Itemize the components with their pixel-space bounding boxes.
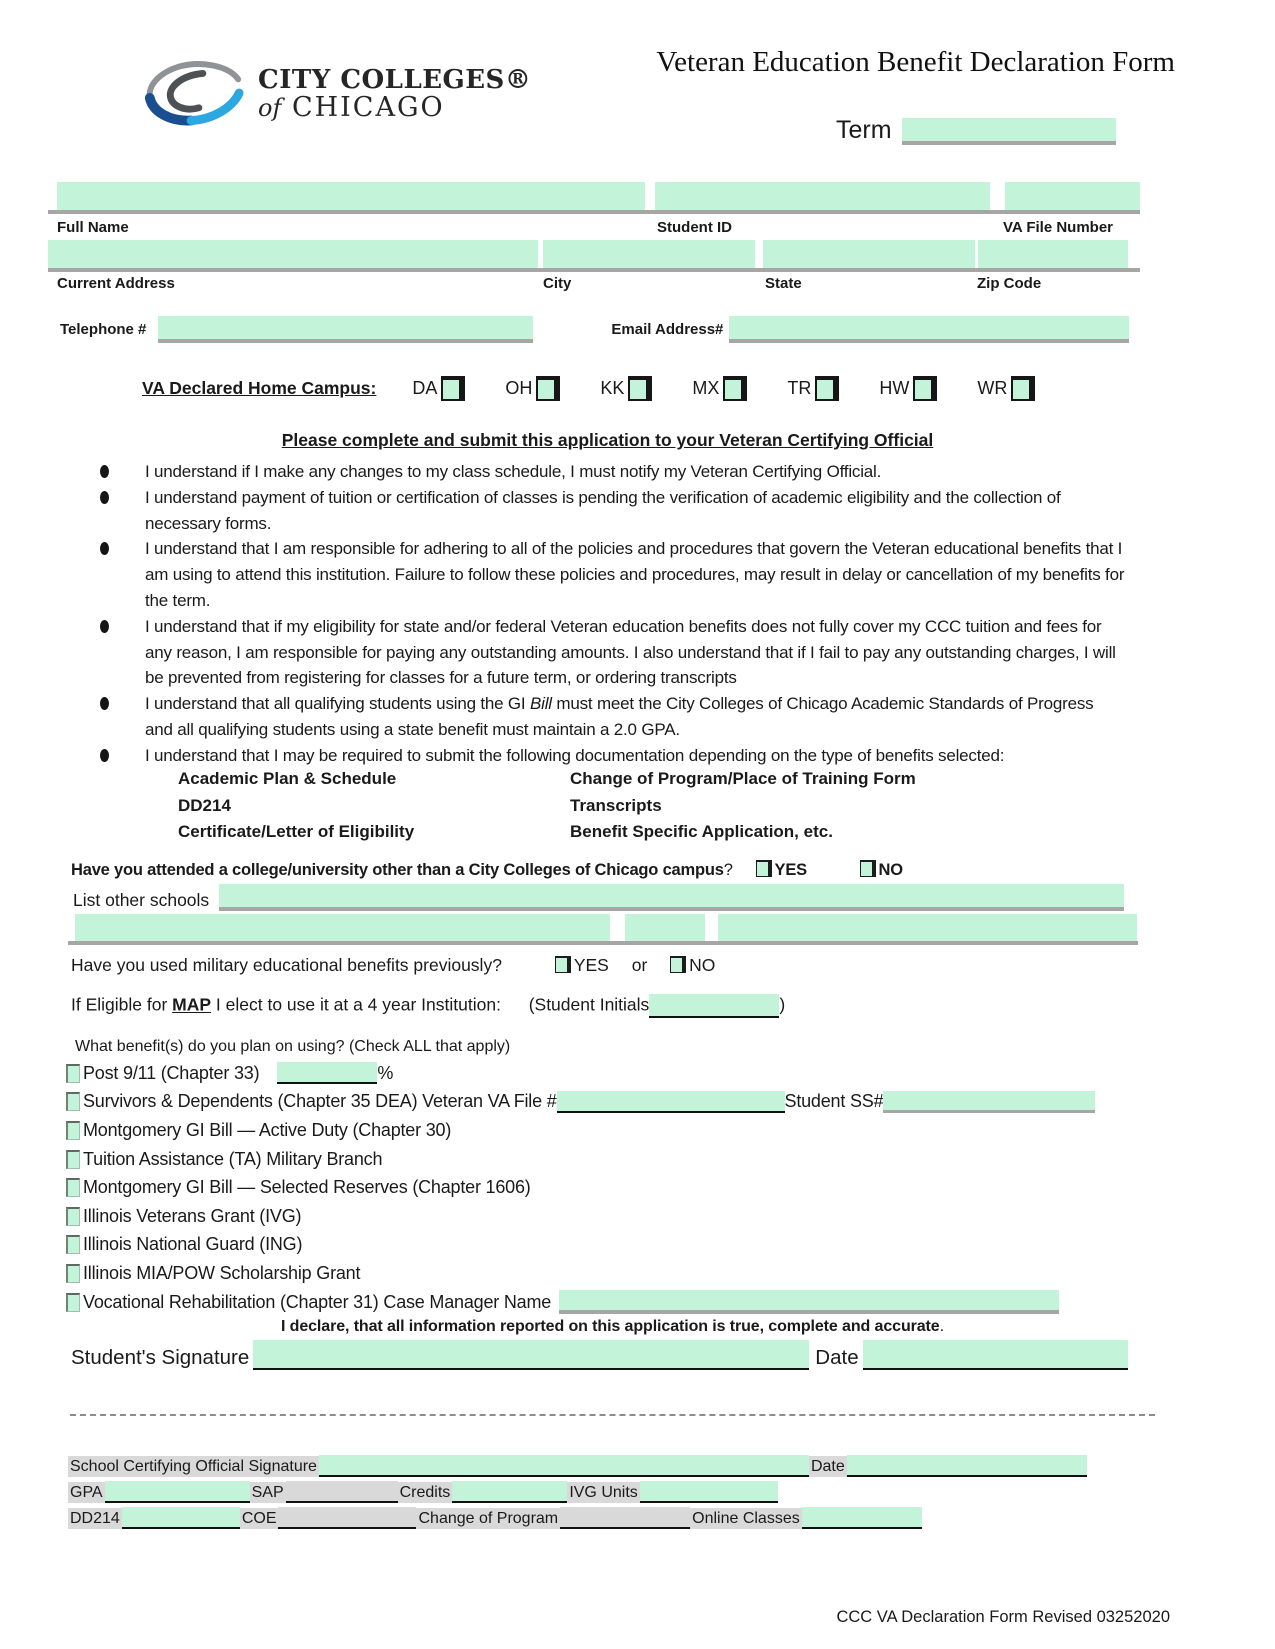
benefit-label: Vocational Rehabilitation (Chapter 31) Case Manager Name [83, 1291, 552, 1312]
term-row [836, 116, 1116, 145]
benefit-item-ivg [66, 1202, 1206, 1231]
campus-tr-checkbox[interactable] [815, 376, 839, 401]
campus-option-kk [600, 376, 652, 401]
benefit-item-post911 [66, 1059, 1206, 1088]
logo-line1: CITY COLLEGES® [258, 65, 532, 96]
student-initials-input[interactable] [649, 994, 779, 1018]
identity-row-1-labels [48, 219, 1140, 237]
zip-input[interactable] [978, 240, 1128, 268]
benefit-item-mgib-sr [66, 1173, 1206, 1202]
doc-right: Benefit Specific Application, etc. [570, 822, 833, 841]
row-underline [48, 210, 1140, 214]
bullet-item [100, 614, 1125, 691]
declaration-period: . [939, 1318, 945, 1335]
benefit-label: Montgomery GI Bill — Selected Reserves (Chapter 1606) [83, 1177, 531, 1198]
instructions-list [100, 459, 1125, 769]
state-label: State [765, 275, 802, 292]
list-other-schools-label: List other schools [73, 890, 210, 910]
benefit-label: Survivors & Dependents (Chapter 35 DEA) Veteran VA File # [83, 1091, 557, 1112]
campus-hw-label: HW [879, 378, 910, 398]
doc-row [178, 766, 1118, 793]
identity-row-2 [48, 240, 1140, 272]
campus-label: VA Declared Home Campus: [142, 378, 377, 398]
benefit-label: Illinois Veterans Grant (IVG) [83, 1205, 302, 1226]
email-label: Email Address# [611, 321, 724, 338]
term-label: Term [836, 116, 892, 144]
student-id-input[interactable] [655, 182, 990, 210]
campus-da-label: DA [412, 378, 438, 398]
va-file-number-label: VA File Number [1003, 219, 1114, 236]
ccc-logo-text [258, 67, 531, 123]
percent-sign: % [377, 1062, 394, 1083]
benefit-item-vocrehab [66, 1288, 1206, 1317]
full-name-label: Full Name [57, 219, 129, 236]
campus-option-hw [879, 376, 937, 401]
city-label: City [543, 275, 572, 292]
student-id-label: Student ID [657, 219, 732, 236]
bullet-icon [100, 614, 145, 691]
identity-row-2-labels [48, 275, 1140, 293]
official-date-label: Date [810, 1458, 845, 1475]
bullet-item [100, 743, 1125, 769]
gi-italic: Bill [529, 694, 552, 714]
credits-input[interactable] [452, 1481, 567, 1503]
current-address-input[interactable] [48, 240, 538, 268]
bullet-item [100, 459, 1125, 485]
gi-pre: I understand that all qualifying students using the GI [145, 694, 530, 714]
online-classes-input[interactable] [802, 1507, 922, 1529]
logo-of: of [258, 94, 282, 123]
telephone-label: Telephone # [60, 321, 147, 338]
other-schools-input[interactable] [219, 884, 1124, 911]
logo-line2 [258, 94, 531, 122]
telephone-input[interactable] [158, 316, 533, 343]
benefit-item-miapow [66, 1259, 1206, 1288]
gpa-input[interactable] [105, 1481, 250, 1503]
identity-row-1 [48, 182, 1140, 214]
bullet-icon [100, 485, 145, 537]
dd214-label: DD214 [70, 1510, 120, 1527]
other-school-input-1[interactable] [75, 914, 610, 942]
student-date-input[interactable] [863, 1340, 1128, 1370]
bullet-text: I understand if I make any changes to my class schedule, I must notify my Veteran Certifying Official. [145, 462, 882, 481]
benefit-checkbox[interactable] [66, 1207, 80, 1226]
bullet-text-gi-bill [145, 691, 1125, 743]
row-underline [48, 268, 1140, 272]
date-label: Date [815, 1346, 859, 1369]
campus-option-wr [977, 376, 1035, 401]
bullet-text: I understand that I may be required to submit the following documentation depending on the type of benefits selected: [145, 745, 1005, 765]
other-schools-row [73, 884, 1124, 911]
bullet-item [100, 536, 1125, 613]
campus-row [142, 376, 1075, 401]
map-word: MAP [172, 994, 212, 1015]
used-no-checkbox[interactable] [670, 956, 686, 973]
veteran-va-file-input[interactable] [557, 1091, 785, 1113]
coe-input[interactable] [278, 1507, 416, 1529]
official-signature-label: School Certifying Official Signature [70, 1458, 317, 1475]
campus-hw-checkbox[interactable] [913, 376, 937, 401]
attended-question [71, 860, 903, 880]
map-election-line [71, 994, 785, 1018]
campus-da-checkbox[interactable] [441, 376, 465, 401]
campus-mx-checkbox[interactable] [723, 376, 747, 401]
benefit-item-ta [66, 1145, 1206, 1174]
used-yes-label: YES [573, 955, 609, 975]
attended-no-label: NO [878, 861, 903, 879]
campus-option-mx [692, 376, 747, 401]
official-dd214-row [68, 1504, 1087, 1529]
campus-mx-label: MX [692, 378, 720, 398]
student-initials-label: (Student Initials [528, 994, 650, 1015]
case-manager-input[interactable] [559, 1290, 1059, 1314]
bullet-item [100, 691, 1125, 743]
online-classes-label: Online Classes [692, 1510, 800, 1527]
benefit-label: Montgomery GI Bill — Active Duty (Chapter 30) [83, 1119, 452, 1140]
full-name-input[interactable] [57, 182, 645, 210]
benefit-checkbox[interactable] [66, 1064, 80, 1083]
dd214-input[interactable] [122, 1507, 240, 1529]
campus-option-tr [787, 376, 839, 401]
ccc-logo [140, 55, 531, 135]
used-yes-checkbox[interactable] [555, 956, 571, 973]
documentation-list [178, 766, 1118, 846]
bullet-icon [100, 743, 145, 769]
used-benefits-text: Have you used military educational benefits previously? [71, 955, 502, 975]
bullet-text: I understand that if my eligibility for state and/or federal Veteran education benefits does not fully cover my CCC tuition and fees for any reason, I am responsible for paying any outstanding amounts. I also understand that if I fail to pay any outstanding charges, I will be prevented from registering for classes for a future term, or ordering transcripts [145, 616, 1116, 688]
contact-row [60, 316, 1150, 343]
campus-tr-label: TR [787, 378, 812, 398]
change-of-program-label: Change of Program [418, 1510, 559, 1527]
used-benefits-question [71, 955, 715, 976]
benefits-intro: What benefit(s) do you plan on using? (Check ALL that apply) [75, 1038, 511, 1055]
attended-yes-checkbox[interactable] [756, 860, 772, 877]
doc-row [178, 819, 1118, 846]
benefit-checkbox[interactable] [66, 1121, 80, 1140]
benefit-checkbox[interactable] [66, 1178, 80, 1197]
benefit-item-ing [66, 1231, 1206, 1260]
instructions-heading-text: Please complete and submit this application to your Veteran Certifying Official [281, 430, 934, 450]
campus-wr-label: WR [977, 378, 1008, 398]
benefit-item-survivors [66, 1088, 1206, 1117]
benefit-label: Illinois MIA/POW Scholarship Grant [83, 1262, 361, 1283]
map-pre: If Eligible for [71, 994, 173, 1015]
official-signature-input[interactable] [319, 1455, 809, 1477]
doc-row [178, 793, 1118, 820]
student-signature-input[interactable] [253, 1340, 809, 1370]
attended-yes-label: YES [774, 861, 807, 879]
benefit-checkbox[interactable] [66, 1092, 80, 1111]
campus-option-da [412, 376, 465, 401]
doc-right: Transcripts [570, 795, 662, 815]
used-or-label: or [631, 955, 648, 975]
logo-city: CHICAGO [291, 92, 445, 124]
bullet-icon [100, 691, 145, 743]
zip-label: Zip Code [977, 275, 1042, 292]
gpa-label: GPA [70, 1484, 103, 1501]
doc-right: Change of Program/Place of Training Form [570, 769, 916, 788]
instructions-heading [0, 430, 1215, 451]
gi-post: must meet the City Colleges of Chicago Academic Standards of Progress and all qualifying students using a state benefit must maintain a 2.0 GPA. [145, 694, 1094, 739]
other-school-input-3[interactable] [718, 914, 1137, 942]
term-input[interactable] [902, 118, 1116, 145]
campus-wr-checkbox[interactable] [1011, 376, 1035, 401]
bullet-icon [100, 459, 145, 485]
student-ss-label: Student SS# [784, 1091, 884, 1112]
official-gpa-row [68, 1478, 1087, 1503]
doc-left: Academic Plan & Schedule [178, 769, 397, 788]
ccc-swoosh-icon [140, 55, 248, 135]
ivg-units-label: IVG Units [569, 1484, 638, 1501]
bullet-item [100, 485, 1125, 537]
current-address-label: Current Address [57, 275, 175, 292]
benefit-item-mgib-ad [66, 1116, 1206, 1145]
benefit-label: Post 9/11 (Chapter 33) [83, 1062, 260, 1083]
benefit-checkbox[interactable] [66, 1293, 80, 1312]
map-post: I elect to use it at a 4 year Institution: [211, 994, 501, 1015]
benefit-checkbox[interactable] [66, 1150, 80, 1169]
ivg-units-input[interactable] [640, 1481, 778, 1503]
benefits-checklist [66, 1059, 1206, 1316]
change-of-program-input[interactable] [560, 1507, 690, 1529]
campus-kk-label: KK [600, 378, 625, 398]
used-no-label: NO [689, 955, 716, 975]
map-close-paren: ) [779, 994, 786, 1015]
official-date-input[interactable] [847, 1455, 1087, 1477]
bullet-text: I understand that I am responsible for adhering to all of the policies and procedures that govern the Veteran educational benefits that I am using to attend this institution. Failure to follow these policies and procedures, may result in delay or cancellation of my benefits for the term. [145, 539, 1125, 610]
footer-revision: CCC VA Declaration Form Revised 03252020 [836, 1608, 1170, 1626]
other-schools-row-2 [68, 914, 1138, 945]
attended-no-checkbox[interactable] [860, 860, 876, 877]
coe-label: COE [241, 1510, 277, 1527]
bullet-text: I understand payment of tuition or certification of classes is pending the verification of academic eligibility and the collection of necessary forms. [145, 487, 1061, 533]
student-signature-row [71, 1340, 1128, 1370]
official-signature-row [68, 1452, 1087, 1477]
campus-oh-label: OH [505, 378, 533, 398]
declaration-line [0, 1318, 1225, 1336]
doc-left: DD214 [178, 795, 231, 815]
other-school-input-2[interactable] [625, 914, 705, 942]
doc-left: Certificate/Letter of Eligibility [178, 822, 415, 841]
benefit-checkbox[interactable] [66, 1235, 80, 1254]
sap-label: SAP [251, 1484, 284, 1501]
va-file-number-input[interactable] [1005, 182, 1140, 210]
benefit-label: Illinois National Guard (ING) [83, 1234, 303, 1255]
attended-question-mark: ? [723, 861, 733, 879]
row-underline [68, 941, 1138, 945]
page-title: Veteran Education Benefit Declaration Form [656, 46, 1175, 78]
benefit-label: Tuition Assistance (TA) Military Branch [83, 1148, 383, 1169]
campus-kk-checkbox[interactable] [628, 376, 652, 401]
student-ss-input[interactable] [883, 1091, 1095, 1113]
city-input[interactable] [543, 240, 755, 268]
attended-question-text: Have you attended a college/university other than a City Colleges of Chicago campus [71, 861, 724, 879]
campus-option-oh [505, 376, 560, 401]
declaration-text: I declare, that all information reported on this application is true, complete and accurate [280, 1318, 940, 1335]
sap-input[interactable] [286, 1481, 398, 1503]
email-input[interactable] [729, 316, 1129, 343]
bullet-icon [100, 536, 145, 613]
official-section [68, 1452, 1087, 1530]
divider-dashed [70, 1414, 1155, 1416]
benefit-checkbox[interactable] [66, 1264, 80, 1283]
student-signature-label: Student's Signature [71, 1346, 250, 1369]
post911-percent-input[interactable] [277, 1062, 377, 1084]
campus-oh-checkbox[interactable] [536, 376, 560, 401]
credits-label: Credits [399, 1484, 451, 1501]
state-input[interactable] [763, 240, 975, 268]
